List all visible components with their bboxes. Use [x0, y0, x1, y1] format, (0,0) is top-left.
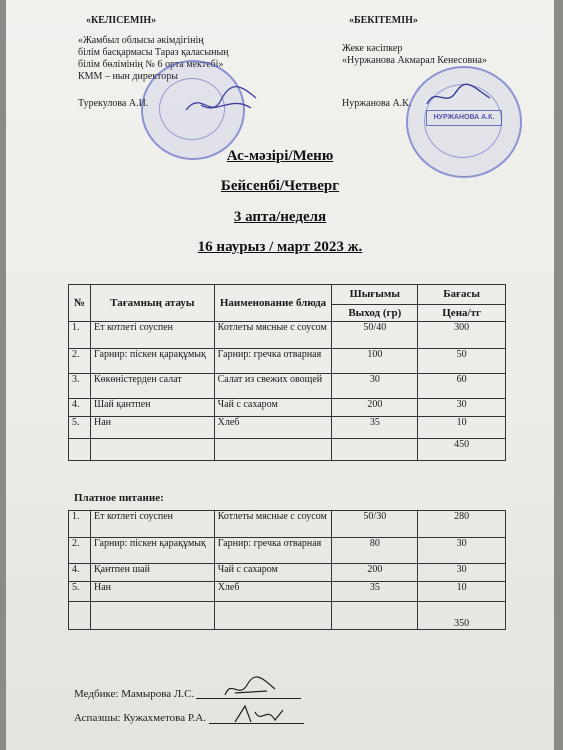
table-total-row: 450 — [69, 439, 506, 461]
col-price: Бағасы — [418, 285, 506, 305]
approval-title-left: «КЕЛІСЕМІН» — [86, 15, 157, 26]
table-row: 5. Нан Хлеб 35 10 — [69, 417, 506, 439]
left-signer: Турекулова А.И. — [78, 98, 149, 109]
table-row: 5. Нан Хлеб 35 10 — [69, 582, 506, 602]
cook-signature — [231, 700, 286, 728]
table-total-row: 350 — [69, 602, 506, 630]
entrepreneur-signature — [424, 82, 494, 112]
col-name-ru: Наименование блюда — [214, 285, 332, 322]
right-signer: Нуржанова А.К. — [342, 98, 412, 109]
table-row: 4. Шай қантпен Чай с сахаром 200 30 — [69, 399, 506, 417]
day-title: Бейсенбі/Четверг — [220, 178, 340, 194]
paid-section-label: Платное питание: — [74, 492, 164, 504]
left-header-line-1: «Жамбыл облысы әкімдігінің — [78, 35, 204, 46]
right-header-line-1: Жеке кәсіпкер — [342, 43, 403, 54]
table-row: 1. Ет котлеті соуспен Котлеты мясные с соусом 50/30 280 — [69, 511, 506, 538]
right-header-line-2: «Нуржанова Акмарал Кенесовна» — [342, 55, 487, 66]
col-number: № — [69, 285, 91, 322]
menu-table — [68, 284, 506, 461]
cook-signer: Аспазшы: Кужахметова Р.А. — [74, 712, 207, 724]
stamp-name-box: НУРЖАНОВА А.К. — [426, 110, 502, 126]
document-page — [6, 0, 554, 750]
nurse-signature — [221, 675, 281, 703]
col-name-kz: Тағамның атауы — [90, 285, 214, 322]
left-header-line-3: білім бөлімінің № 6 орта мектебі» — [78, 59, 224, 70]
director-signature — [181, 80, 261, 125]
approval-title-right: «БЕКІТЕМІН» — [349, 15, 418, 26]
left-header-line-2: білім басқармасы Тараз қаласының — [78, 47, 229, 58]
col-output: Шығымы — [332, 285, 418, 305]
table-row: 3. Көкөністерден салат Салат из свежих овощей 30 60 — [69, 374, 506, 399]
table-row: 2. Гарнир: піскен қарақұмық Гарнир: гречка отварная 80 30 — [69, 538, 506, 564]
week-title: 3 апта/неделя — [233, 209, 327, 225]
col-output-sub: Выход (гр) — [332, 305, 418, 322]
nurse-signer: Медбике: Мамырова Л.С. — [74, 688, 195, 700]
table-row: 4. Қантпен шай Чай с сахаром 200 30 — [69, 564, 506, 582]
left-header-line-4: КММ – нын директоры — [78, 71, 178, 82]
date-title: 16 наурыз / март 2023 ж. — [197, 239, 363, 255]
col-price-sub: Цена/тг — [418, 305, 506, 322]
menu-title: Ас-мәзірі/Меню — [226, 148, 334, 164]
table-row: 1. Ет котлеті соуспен Котлеты мясные с соусом 50/40 300 — [69, 322, 506, 349]
paid-menu-table — [68, 510, 506, 630]
table-row: 2. Гарнир: піскен қарақұмық Гарнир: гречка отварная 100 50 — [69, 349, 506, 374]
